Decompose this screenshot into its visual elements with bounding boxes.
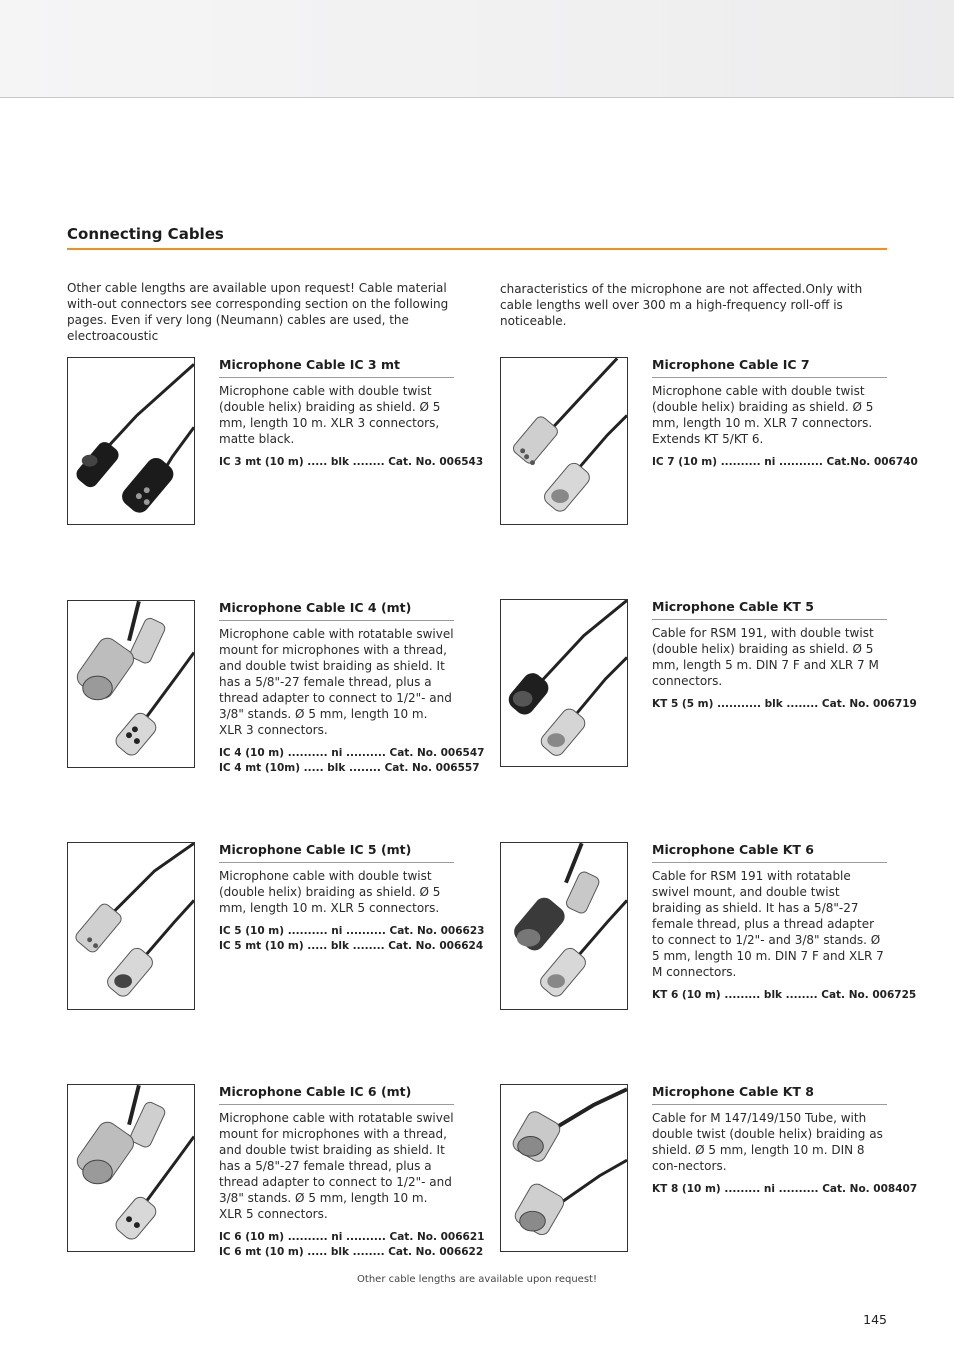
order-line: IC 4 mt (10m) ..... blk ........ Cat. No. 006557 [219,762,480,774]
order-line: IC 4 (10 m) .......... ni .......... Cat. No. 006547 [219,747,485,759]
xlr-cable-black-icon [68,358,194,524]
product-title: Microphone Cable IC 3 mt [219,357,454,378]
xlr-5-cable-icon [68,843,194,1009]
product-photo [500,599,628,767]
product-photo [67,357,195,525]
din-8-cable-icon [501,1085,627,1251]
product-title: Microphone Cable IC 4 (mt) [219,600,454,621]
order-line: IC 5 (10 m) .......... ni .......... Cat. No. 006623 [219,925,485,937]
page-number: 145 [863,1312,887,1327]
order-line: IC 3 mt (10 m) ..... blk ........ Cat. No. 006543 [219,456,484,468]
swivel-mount-cable-icon [68,1085,194,1251]
product-description: Microphone cable with double twist (double helix) braiding as shield. Ø 5 mm, length 10 m. XLR 7 connectors. Extends KT 5/KT 6. [652,384,874,446]
title-rule [67,248,887,250]
order-line: KT 5 (5 m) ........... blk ........ Cat. No. 006719 [652,698,917,710]
product-title: Microphone Cable IC 5 (mt) [219,842,454,863]
product-title: Microphone Cable IC 6 (mt) [219,1084,454,1105]
product-photo [67,842,195,1010]
product-description: Cable for RSM 191, with double twist (double helix) braiding as shield. Ø 5 mm, length 5 m. DIN 7 F and XLR 7 M connectors. [652,626,879,688]
product-title: Microphone Cable KT 6 [652,842,887,863]
product-description: Microphone cable with double twist (double helix) braiding as shield. Ø 5 mm, length 10 m. XLR 3 connectors, matte black. [219,384,441,446]
order-line: IC 7 (10 m) .......... ni ........... Cat.No. 006740 [652,456,918,468]
product-title: Microphone Cable KT 5 [652,599,887,620]
product-description: Cable for M 147/149/150 Tube, with double twist (double helix) braiding as shield. Ø 5 mm, length 10 m. DIN 8 con-nectors. [652,1111,883,1173]
product-photo [500,1084,628,1252]
product-title: Microphone Cable KT 8 [652,1084,887,1105]
intro-right: characteristics of the microphone are not affected.Only with cable lengths well over 300 m a high-frequency roll-off is noticeable. [500,282,863,328]
product-photo [67,1084,195,1252]
product-description: Microphone cable with rotatable swivel mount for microphones with a thread, and double twist braiding as shield. It has a 5/8"-27 female thread, plus a thread adapter to connect to 1/2"- and 3/8" stands. Ø 5 mm, length 10 m. XLR 3 connectors. [219,627,454,737]
intro-left: Other cable lengths are available upon request! Cable material with-out connectors see corresponding section on the following pages. Even if very long (Neumann) cables are used, the electroacoustic [67,281,449,343]
product-photo [500,842,628,1010]
product-description: Microphone cable with double twist (double helix) braiding as shield. Ø 5 mm, length 10 m. XLR 5 connectors. [219,869,441,915]
order-line: IC 6 (10 m) .......... ni .......... Cat. No. 006621 [219,1231,485,1243]
din-xlr-cable-icon [501,600,627,766]
order-line: IC 6 mt (10 m) ..... blk ........ Cat. No. 006622 [219,1246,484,1258]
product-photo [500,357,628,525]
swivel-din-cable-icon [501,843,627,1009]
product-description: Microphone cable with rotatable swivel mount for microphones with a thread, and double twist braiding as shield. It has a 5/8"-27 female thread, plus a thread adapter to connect to 1/2"- and 3/8" stands. Ø 5 mm, length 10 m. XLR 5 connectors. [219,1111,454,1221]
order-line: IC 5 mt (10 m) ..... blk ........ Cat. No. 006624 [219,940,484,952]
section-title: Connecting Cables [67,225,224,243]
footnote: Other cable lengths are available upon request! [357,1274,597,1285]
product-photo [67,600,195,768]
product-title: Microphone Cable IC 7 [652,357,887,378]
swivel-mount-cable-icon [68,601,194,767]
order-line: KT 8 (10 m) ......... ni .......... Cat. No. 008407 [652,1183,918,1195]
order-line: KT 6 (10 m) ......... blk ........ Cat. No. 006725 [652,989,917,1001]
product-description: Cable for RSM 191 with rotatable swivel mount, and double twist braiding as shield. It has a 5/8"-27 female thread, plus a thread adapter to connect to 1/2"- and 3/8" stands. Ø 5 mm, length 10 m. DIN 7 F and XLR 7 M connectors. [652,869,884,979]
xlr-7-cable-icon [501,358,627,524]
header-band [0,0,954,98]
